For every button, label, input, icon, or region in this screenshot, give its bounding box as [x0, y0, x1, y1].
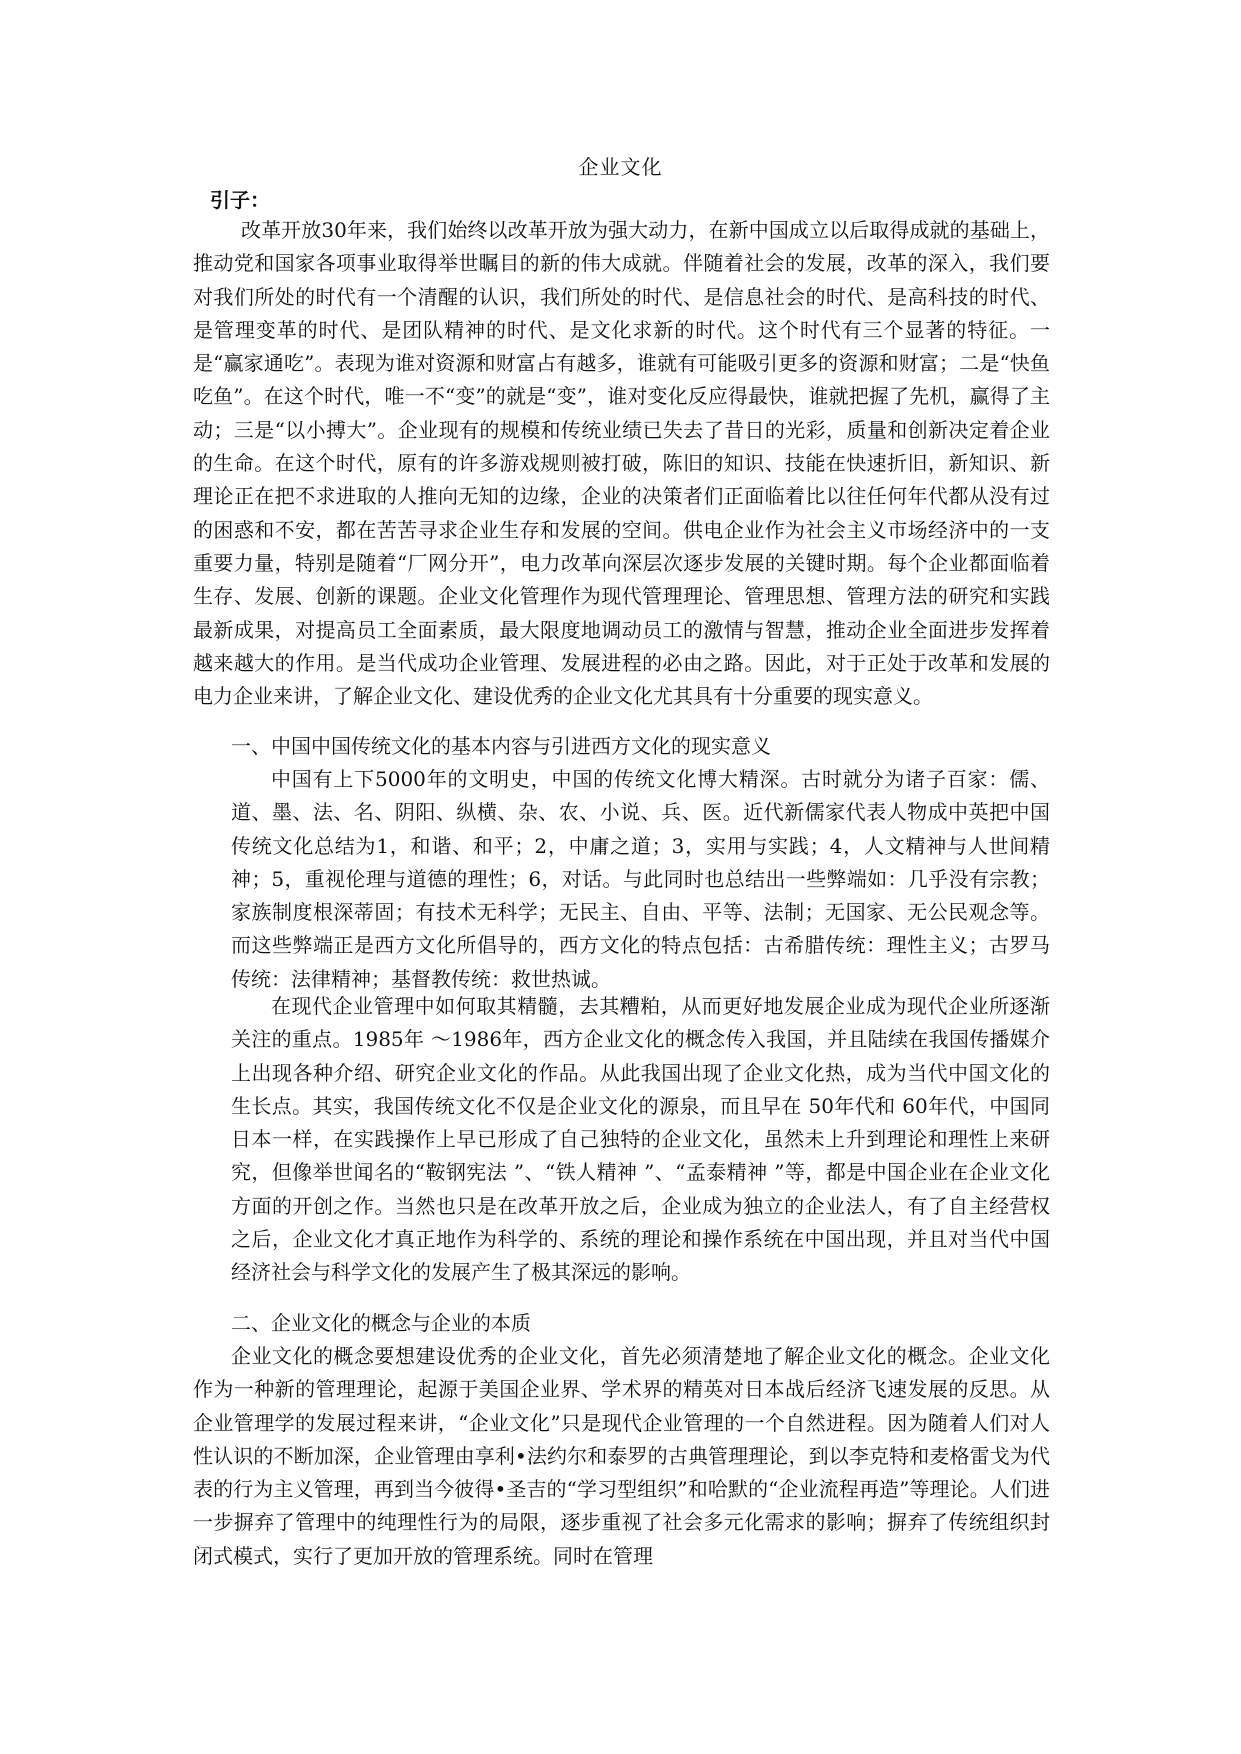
section-1-paragraph-2: 在现代企业管理中如何取其精髓，去其糟粕，从而更好地发展企业成为现代企业所逐渐关注的重点。1985年 ～1986年，西方企业文化的概念传入我国，并且陆续在我国传播媒介上出现各种介绍、研究企业文化的作品。从此我国出现了企业文化热，成为当代中国文化的生长点。其实，我国传统文化不仅是企业文化的源泉，而且早在 50年代和 60年代，中国同日本一样，在实践操作上早已形成了自己独特的企业文化，虽然未上升到理论和理性上来研究，但像举世闻名的“鞍钢宪法 ”、“铁人精神 ”、“孟泰精神 ”等，都是中国企业在企业文化方面的开创之作。当然也只是在改革开放之后，企业成为独立的企业法人，有了自主经营权之后，企业文化才真正地作为科学的、系统的理论和操作系统在中国出现，并且对当代中国经济社会与科学文化的发展产生了极其深远的影响。	[231, 994, 1050, 1285]
document-title: 企业文化	[578, 155, 663, 179]
section-1-heading: 一、中国中国传统文化的基本内容与引进西方文化的现实意义	[231, 734, 771, 758]
section-2-heading: 二、企业文化的概念与企业的本质	[231, 1311, 531, 1335]
lead-heading: 引子：	[210, 188, 270, 212]
section-2-paragraph-1: 企业文化的概念要想建设优秀的企业文化，首先必须清楚地了解企业文化的概念。企业文化作为一种新的管理理论，起源于美国企业界、学术界的精英对日本战后经济飞速发展的反思。从企业管理学的发展过程来讲，“企业文化”只是现代企业管理的一个自然进程。因为随着人们对人性认识的不断加深，企业管理由享利•法约尔和泰罗的古典管理理论，到以李克特和麦格雷戈为代表的行为主义管理，再到当今彼得•圣吉的“学习型组织”和哈默的“企业流程再造”等理论。人们进一步摒弃了管理中的纯理性行为的局限，逐步重视了社会多元化需求的影响；摒弃了传统组织封闭式模式，实行了更加开放的管理系统。同时在管理	[193, 1344, 1050, 1568]
section-1-paragraph-1: 中国有上下5000年的文明史，中国的传统文化博大精深。古时就分为诸子百家：儒、道、墨、法、名、阴阳、纵横、杂、农、小说、兵、医。近代新儒家代表人物成中英把中国传统文化总结为1，和谐、和平；2，中庸之道；3，实用与实践；4，人文精神与人世间精神；5，重视伦理与道德的理性；6，对话。与此同时也总结出一些弊端如：几乎没有宗教；家族制度根深蒂固；有技术无科学；无民主、自由、平等、法制；无国家、无公民观念等。而这些弊端正是西方文化所倡导的，西方文化的特点包括：古希腊传统：理性主义；古罗马传统：法律精神；基督教传统：救世热诚。	[231, 767, 1050, 991]
intro-paragraph: 改革开放30年来，我们始终以改革开放为强大动力，在新中国成立以后取得成就的基础上，推动党和国家各项事业取得举世瞩目的新的伟大成就。伴随着社会的发展，改革的深入，我们要对我们所处的时代有一个清醒的认识，我们所处的时代、是信息社会的时代、是高科技的时代、是管理变革的时代、是团队精神的时代、是文化求新的时代。这个时代有三个显著的特征。一是“赢家通吃”。表现为谁对资源和财富占有越多，谁就有可能吸引更多的资源和财富；二是“快鱼吃鱼”。在这个时代，唯一不“变”的就是“变”，谁对变化反应得最快，谁就把握了先机，赢得了主动；三是“以小搏大”。企业现有的规模和传统业绩已失去了昔日的光彩，质量和创新决定着企业的生命。在这个时代，原有的许多游戏规则被打破，陈旧的知识、技能在快速折旧，新知识、新理论正在把不求进取的人推向无知的边缘，企业的决策者们正面临着比以往任何年代都从没有过的困惑和不安，都在苦苦寻求企业生存和发展的空间。供电企业作为社会主义市场经济中的一支重要力量，特别是随着“厂网分开”，电力改革向深层次逐步发展的关键时期。每个企业都面临着生存、发展、创新的课题。企业文化管理作为现代管理理论、管理思想、管理方法的研究和实践最新成果，对提高员工全面素质，最大限度地调动员工的激情与智慧，推动企业全面进步发挥着越来越大的作用。是当代成功企业管理、发展进程的必由之路。因此，对于正处于改革和发展的电力企业来讲，了解企业文化、建设优秀的企业文化尤其具有十分重要的现实意义。	[193, 218, 1050, 709]
